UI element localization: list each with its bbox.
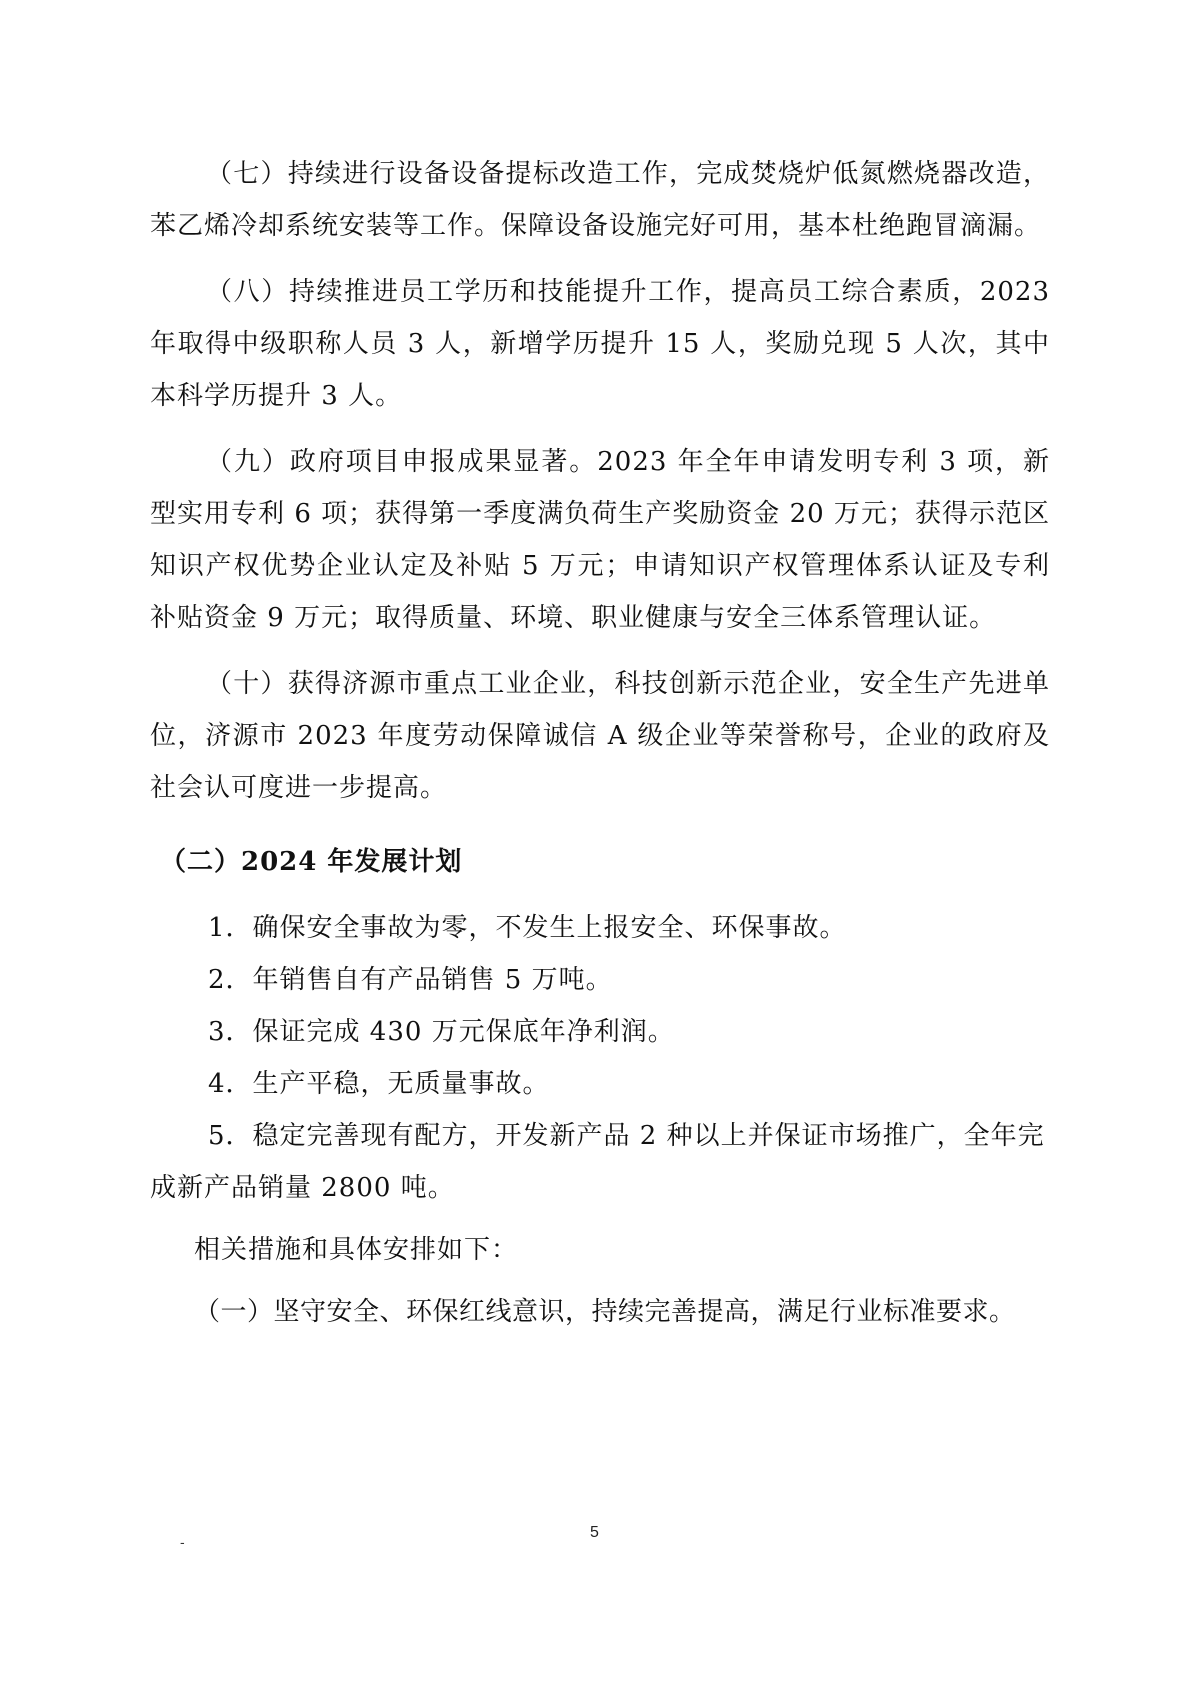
plan-item-1: 1．确保安全事故为零，不发生上报安全、环保事故。 bbox=[208, 913, 847, 943]
paragraph-item-9: （九）政府项目申报成果显著。2023 年全年申请发明专利 3 项，新型实用专利 6 项；获得第一季度满负荷生产奖励资金 20 万元；获得示范区知识产权优势企业认定及补贴 5 万元；申请知识产权管理体系认证及专利补贴资金 9 万元；取得质量、环境、职业健康与安全三体系管理认证。 bbox=[150, 447, 1050, 633]
measure-item-1: （一）坚守安全、环保红线意识，持续完善提高，满足行业标准要求。 bbox=[194, 1297, 1016, 1327]
paragraph-item-7: （七）持续进行设备设备提标改造工作，完成焚烧炉低氮燃烧器改造，苯乙烯冷却系统安装等工作。保障设备设施完好可用，基本杜绝跑冒滴漏。 bbox=[150, 159, 1050, 241]
section-heading-2024-plan: （二）2024 年发展计划 bbox=[160, 847, 463, 877]
footer-dash: - bbox=[180, 1534, 185, 1550]
plan-item-5: 5．稳定完善现有配方，开发新产品 2 种以上并保证市场推广，全年完成新产品销量 2800 吨。 bbox=[150, 1121, 1045, 1203]
paragraph-item-10: （十）获得济源市重点工业企业，科技创新示范企业，安全生产先进单位，济源市 2023 年度劳动保障诚信 A 级企业等荣誉称号，企业的政府及社会认可度进一步提高。 bbox=[150, 669, 1050, 803]
page-number: 5 bbox=[590, 1524, 599, 1541]
paragraph-item-8: （八）持续推进员工学历和技能提升工作，提高员工综合素质，2023年取得中级职称人员 3 人，新增学历提升 15 人，奖励兑现 5 人次，其中本科学历提升 3 人。 bbox=[150, 277, 1050, 411]
document-body bbox=[150, 148, 1050, 1338]
plan-item-4: 4．生产平稳，无质量事故。 bbox=[208, 1069, 550, 1099]
plan-item-2: 2．年销售自有产品销售 5 万吨。 bbox=[208, 965, 613, 995]
plan-item-3: 3．保证完成 430 万元保底年净利润。 bbox=[208, 1017, 675, 1047]
measures-intro: 相关措施和具体安排如下： bbox=[194, 1235, 519, 1265]
